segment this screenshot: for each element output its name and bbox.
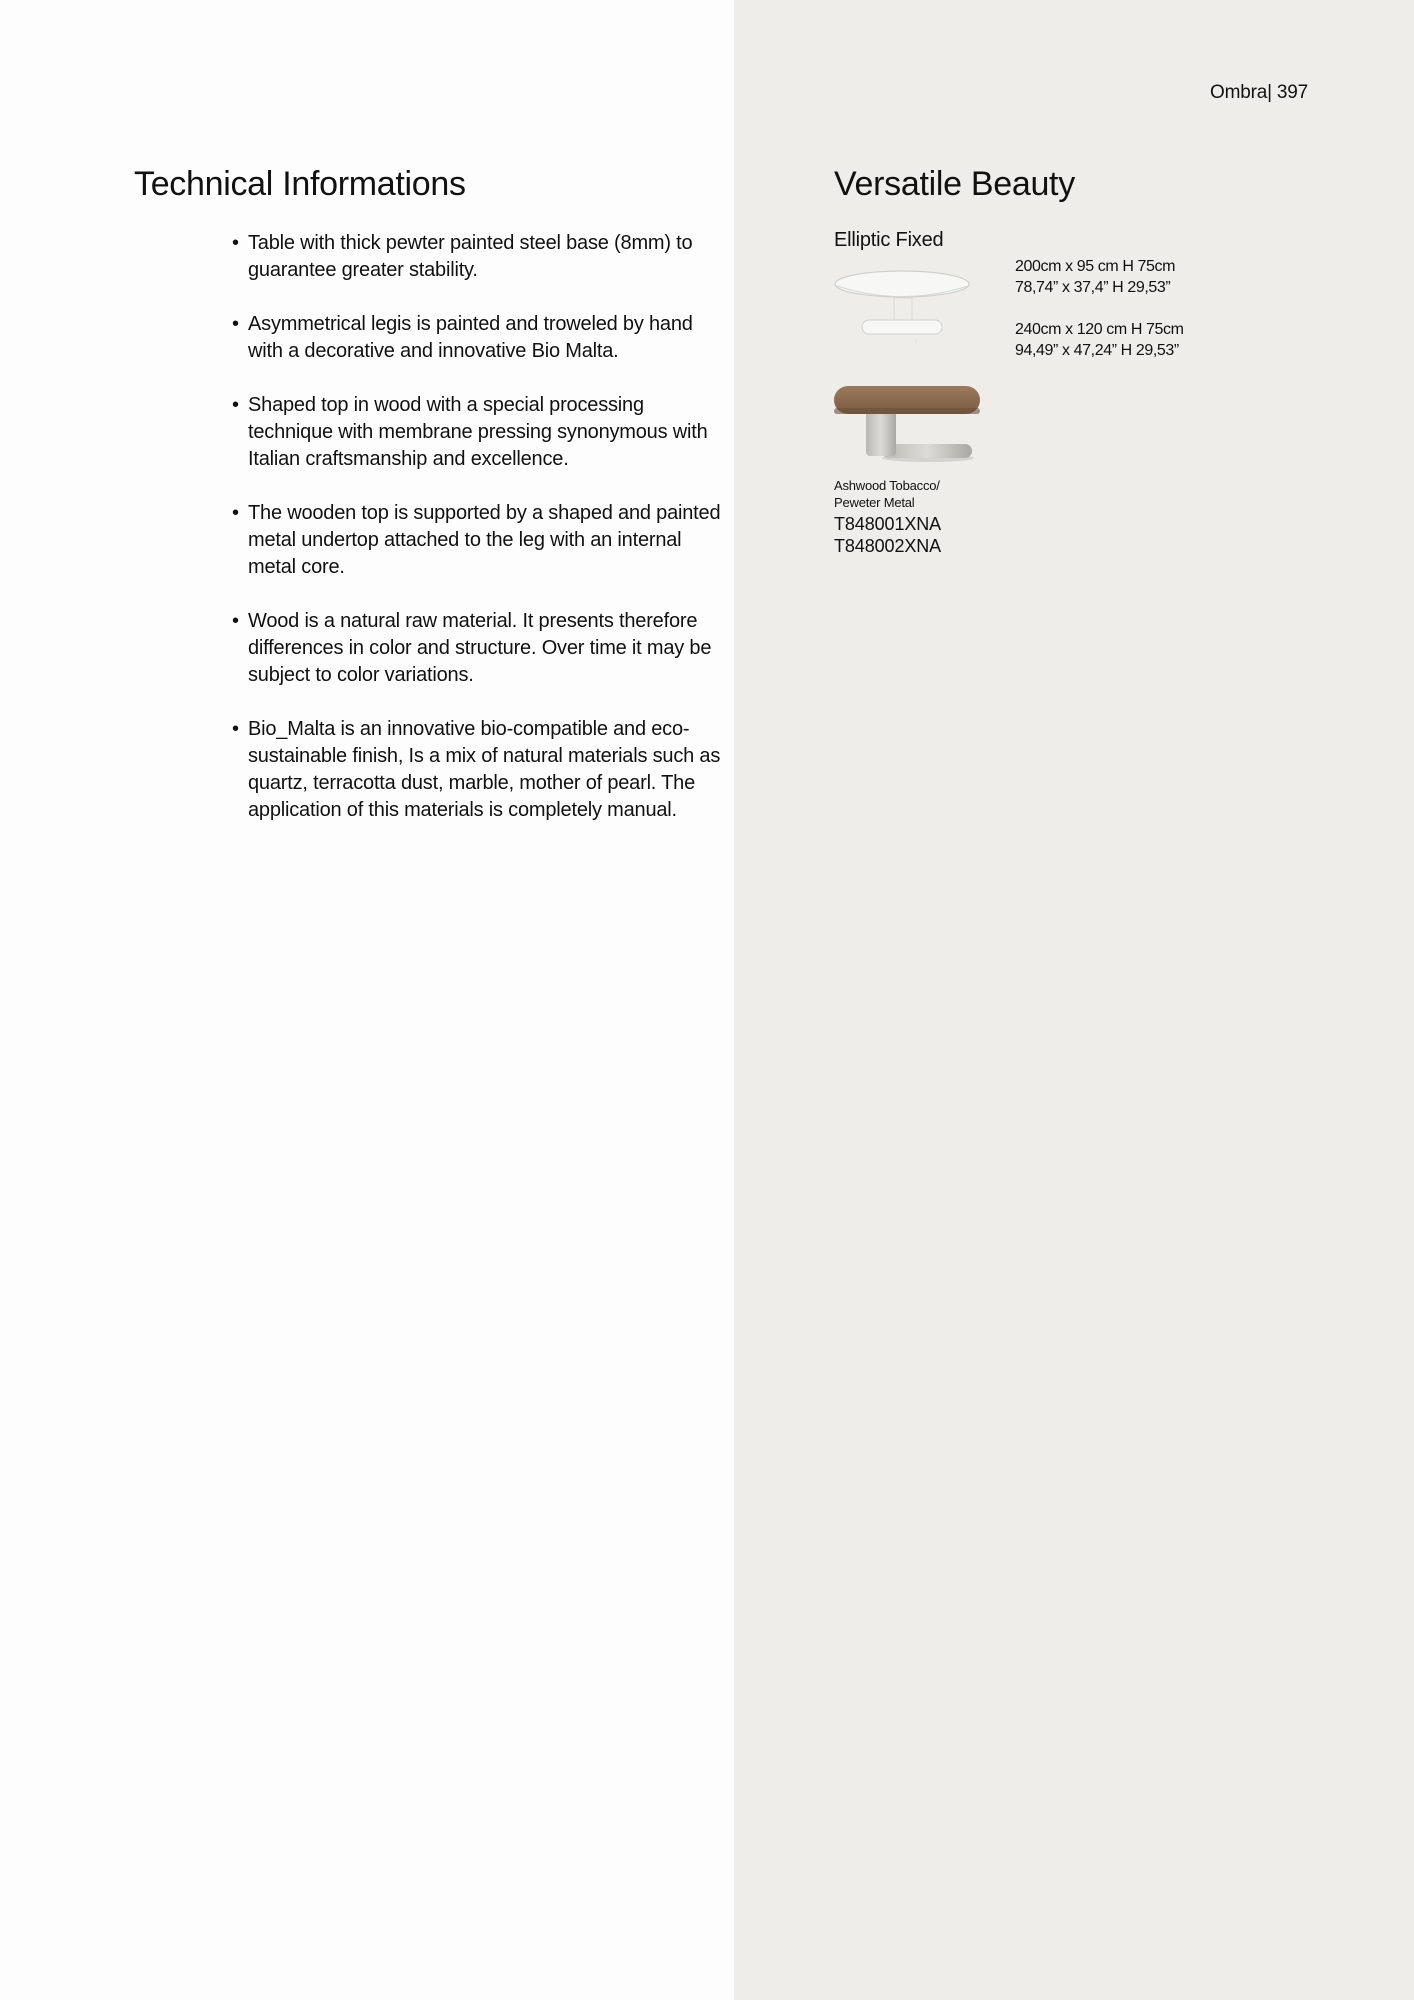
- dimension-imperial: 78,74” x 37,4” H 29,53”: [1015, 279, 1171, 296]
- bullet-wood: • Wood is a natural raw material. It presents therefore differences in color and structure. Over time it may be subject to color variations.: [232, 608, 732, 689]
- product-code: T848002XNA: [834, 536, 942, 556]
- dimension-metric: 240cm x 120 cm H 75cm: [1015, 321, 1184, 338]
- product-name: Elliptic Fixed: [834, 229, 944, 251]
- table-line-drawing: [832, 262, 972, 346]
- table-photo: [832, 380, 984, 462]
- page-number: Ombra| 397: [1210, 82, 1308, 103]
- technical-bullet-list: [232, 230, 732, 851]
- dimension-size-2: [1015, 319, 1184, 361]
- technical-title: Technical Informations: [134, 165, 466, 203]
- dimensions: [1015, 256, 1184, 382]
- bullet-leg: • Asymmetrical legis is painted and troweled by hand with a decorative and innovative Bio Malta.: [232, 311, 732, 365]
- product-codes: [834, 513, 941, 557]
- finish-metal: Peweter Metal: [834, 495, 915, 510]
- bullet-bio-malta: • Bio_Malta is an innovative bio-compatible and eco-sustainable finish, Is a mix of natural materials such as quartz, terracotta dust, marble, mother of pearl. The application of this materials is completely manual.: [232, 716, 732, 824]
- bullet-undertop: • The wooden top is supported by a shaped and painted metal undertop attached to the leg with an internal metal core.: [232, 500, 732, 581]
- bullet-base: • Table with thick pewter painted steel base (8mm) to guarantee greater stability.: [232, 230, 732, 284]
- product-code: T848001XNA: [834, 514, 942, 534]
- dimension-imperial: 94,49” x 47,24” H 29,53”: [1015, 342, 1179, 359]
- dimension-size-1: [1015, 256, 1184, 298]
- dimension-metric: 200cm x 95 cm H 75cm: [1015, 258, 1176, 275]
- finish-label: [834, 477, 940, 511]
- versatile-title: Versatile Beauty: [834, 165, 1075, 203]
- finish-wood: Ashwood Tobacco/: [834, 478, 940, 493]
- bullet-top: • Shaped top in wood with a special processing technique with membrane pressing synonymous with Italian craftsmanship and excellence.: [232, 392, 732, 473]
